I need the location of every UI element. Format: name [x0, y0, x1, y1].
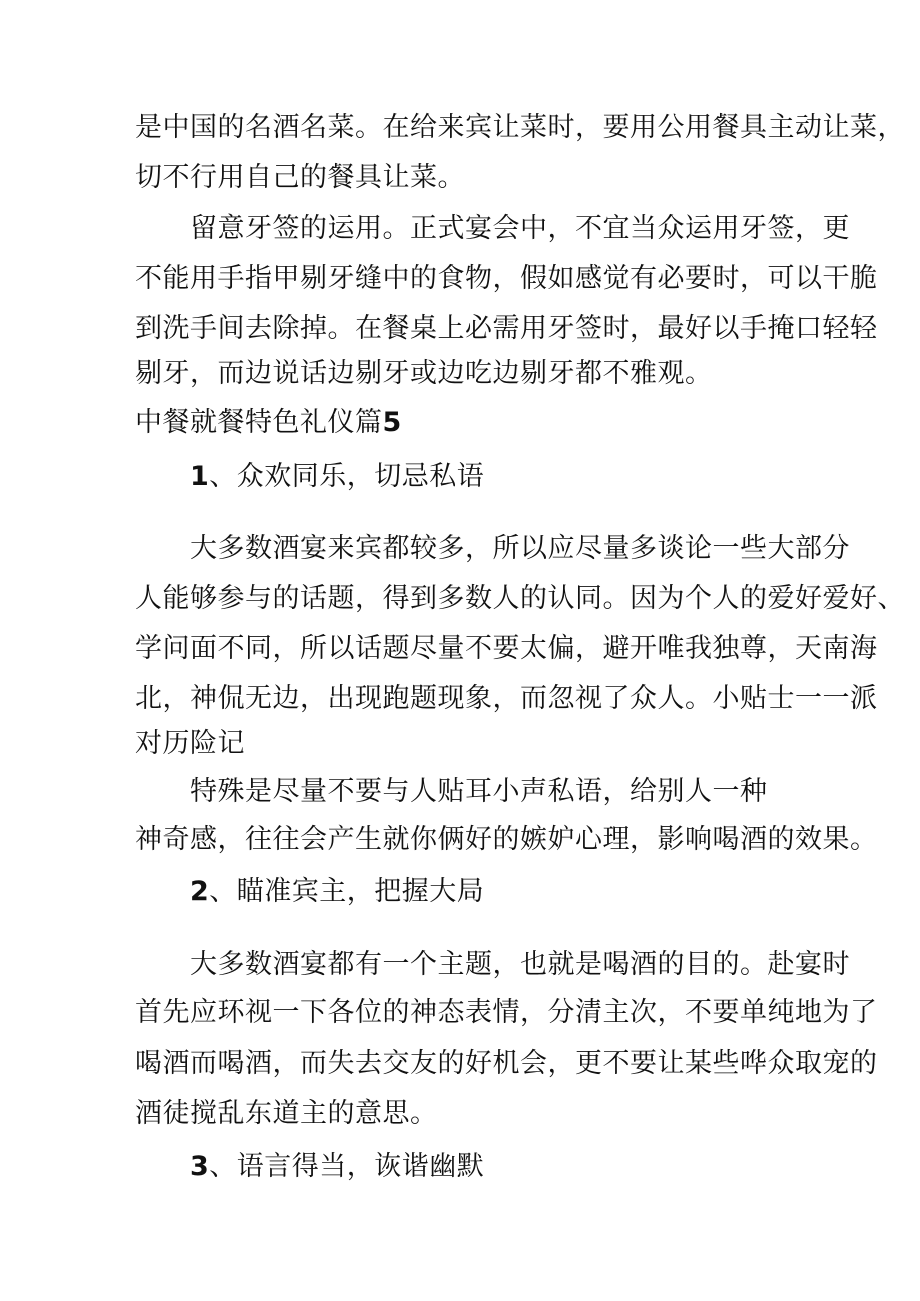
- paragraph-line: 人能够参与的话题，得到多数人的认同。因为个人的爱好爱好、: [135, 583, 905, 614]
- heading-text: 、语言得当，诙谐幽默: [209, 1151, 485, 1182]
- heading-number: 3: [190, 1151, 210, 1182]
- heading-number: 1: [190, 461, 210, 492]
- heading-number: 2: [190, 876, 210, 907]
- section-title: [135, 405, 402, 441]
- heading-1: [190, 459, 484, 495]
- paragraph-line: 剔牙，而边说话边剔牙或边吃边剔牙都不雅观。: [135, 358, 713, 389]
- paragraph-line: 首先应环视一下各位的神态表情，分清主次，不要单纯地为了: [135, 997, 878, 1028]
- paragraph-line: 不能用手指甲剔牙缝中的食物，假如感觉有必要时，可以干脆: [135, 263, 878, 294]
- paragraph-line: 酒徒搅乱东道主的意思。: [135, 1098, 438, 1129]
- heading-text: 、瞄准宾主，把握大局: [209, 876, 485, 907]
- paragraph-line: 是中国的名酒名菜。在给来宾让菜时，要用公用餐具主动让菜，: [135, 112, 905, 143]
- paragraph-line: 北，神侃无边，出现跑题现象，而忽视了众人。小贴士一一派: [135, 683, 878, 714]
- paragraph-line: 留意牙签的运用。正式宴会中，不宜当众运用牙签，更: [190, 213, 850, 244]
- paragraph-line: 大多数酒宴来宾都较多，所以应尽量多谈论一些大部分: [190, 533, 850, 564]
- paragraph-line: 神奇感，往往会产生就你俩好的嫉妒心理，影响喝酒的效果。: [135, 824, 878, 855]
- paragraph-line: 对历险记: [135, 728, 245, 759]
- heading-2: [190, 874, 484, 910]
- section-title-text: 中餐就餐特色礼仪篇: [135, 407, 383, 438]
- paragraph-line: 大多数酒宴都有一个主题，也就是喝酒的目的。赴宴时: [190, 949, 850, 980]
- paragraph-line: 到洗手间去除掉。在餐桌上必需用牙签时，最好以手掩口轻轻: [135, 313, 878, 344]
- paragraph-line: 特殊是尽量不要与人贴耳小声私语，给别人一种: [190, 776, 768, 807]
- heading-3: [190, 1149, 484, 1185]
- paragraph-line: 喝酒而喝酒，而失去交友的好机会，更不要让某些哗众取宠的: [135, 1048, 878, 1079]
- paragraph-line: 学问面不同，所以话题尽量不要太偏，避开唯我独尊，天南海: [135, 633, 878, 664]
- section-title-number: 5: [382, 407, 402, 438]
- paragraph-line: 切不行用自己的餐具让菜。: [135, 162, 465, 193]
- heading-text: 、众欢同乐，切忌私语: [209, 461, 485, 492]
